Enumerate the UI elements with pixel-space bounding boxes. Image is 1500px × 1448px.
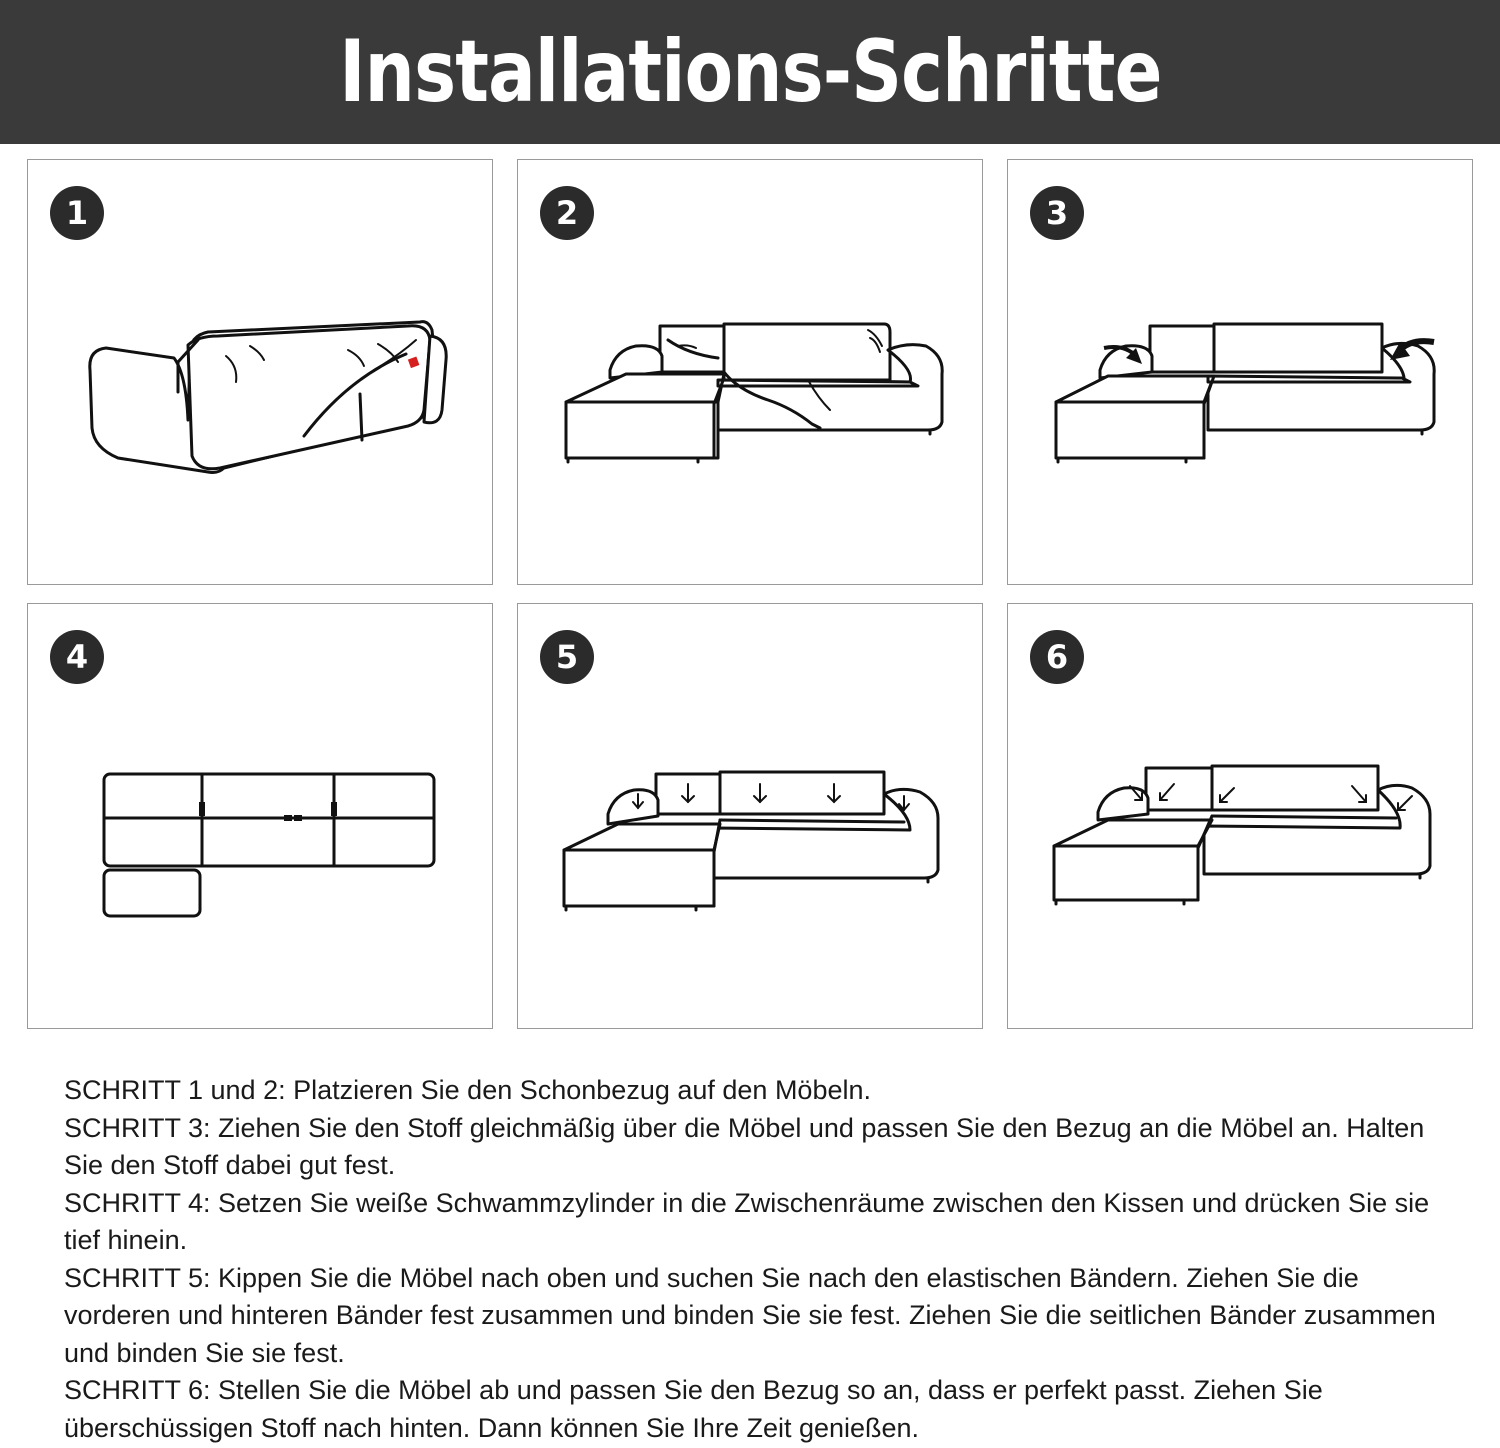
step-badge: 4 — [50, 630, 104, 684]
step-panel-4 — [27, 603, 493, 1029]
step-badge: 3 — [1030, 186, 1084, 240]
step-badge: 6 — [1030, 630, 1084, 684]
step-panel-2 — [517, 159, 983, 585]
step-badge: 5 — [540, 630, 594, 684]
step-panel-6 — [1007, 603, 1473, 1029]
step-badge: 1 — [50, 186, 104, 240]
instruction-paragraph: SCHRITT 6: Stellen Sie die Möbel ab und passen Sie den Bezug so an, dass er perfekt passt. Ziehen Sie überschüssigen Stoff nach hinten. Dann können Sie Ihre Zeit genießen. — [64, 1375, 1323, 1443]
instructions-text — [64, 1072, 1464, 1447]
instruction-paragraph: SCHRITT 5: Kippen Sie die Möbel nach oben und suchen Sie nach den elastischen Bändern. Ziehen Sie die vorderen und hinteren Bänder fest zusammen und binden Sie sie fest. Ziehen Sie die seitlichen Bänder zusammen und binden Sie sie fest. — [64, 1262, 1436, 1368]
step-badge: 2 — [540, 186, 594, 240]
instruction-paragraph: SCHRITT 4: Setzen Sie weiße Schwammzylinder in die Zwischenräume zwischen den Kissen und drücken Sie sie tief hinein. — [64, 1187, 1430, 1255]
instruction-paragraph: SCHRITT 3: Ziehen Sie den Stoff gleichmäßig über die Möbel und passen Sie den Bezug an die Möbel an. Halten Sie den Stoff dabei gut fest. — [64, 1112, 1425, 1180]
step-panel-3 — [1007, 159, 1473, 585]
step-panel-5 — [517, 603, 983, 1029]
page-title: Installations-Schritte — [338, 22, 1162, 122]
instruction-paragraph: SCHRITT 1 und 2: Platzieren Sie den Schonbezug auf den Möbeln. — [64, 1075, 871, 1105]
header-banner — [0, 0, 1500, 144]
step-panel-1 — [27, 159, 493, 585]
